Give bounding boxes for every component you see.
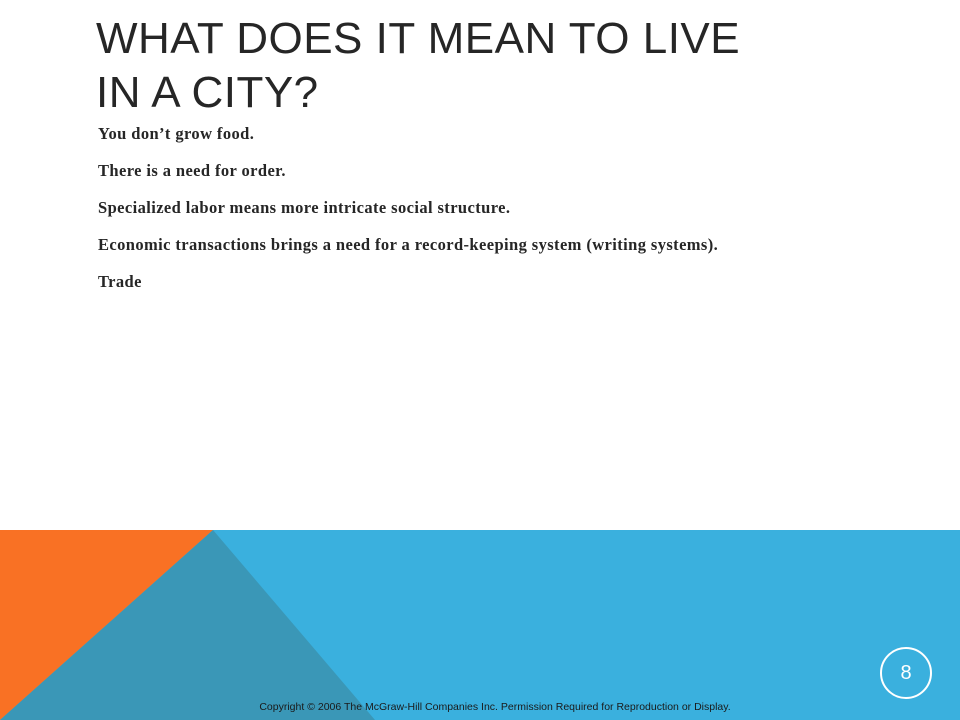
bullet-item: Trade [98, 272, 142, 291]
bullet-list [98, 124, 918, 309]
bullet-item: Specialized labor means more intricate social structure. [98, 198, 511, 217]
bullet-item: Economic transactions brings a need for a record-keeping system (writing systems). [98, 235, 719, 254]
bullet-item: You don’t grow food. [98, 124, 255, 143]
slide-title [96, 12, 916, 120]
footer-decoration [0, 530, 960, 720]
bullet-item: There is a need for order. [98, 161, 286, 180]
page-number-badge [880, 647, 932, 699]
slide-title-line-2: IN A CITY? [96, 68, 319, 117]
copyright-notice: Copyright © 2006 The McGraw-Hill Companies Inc. Permission Required for Reproduction or Display. [259, 701, 731, 713]
slide-title-line-1: WHAT DOES IT MEAN TO LIVE [96, 14, 741, 63]
page-number: 8 [900, 661, 912, 684]
